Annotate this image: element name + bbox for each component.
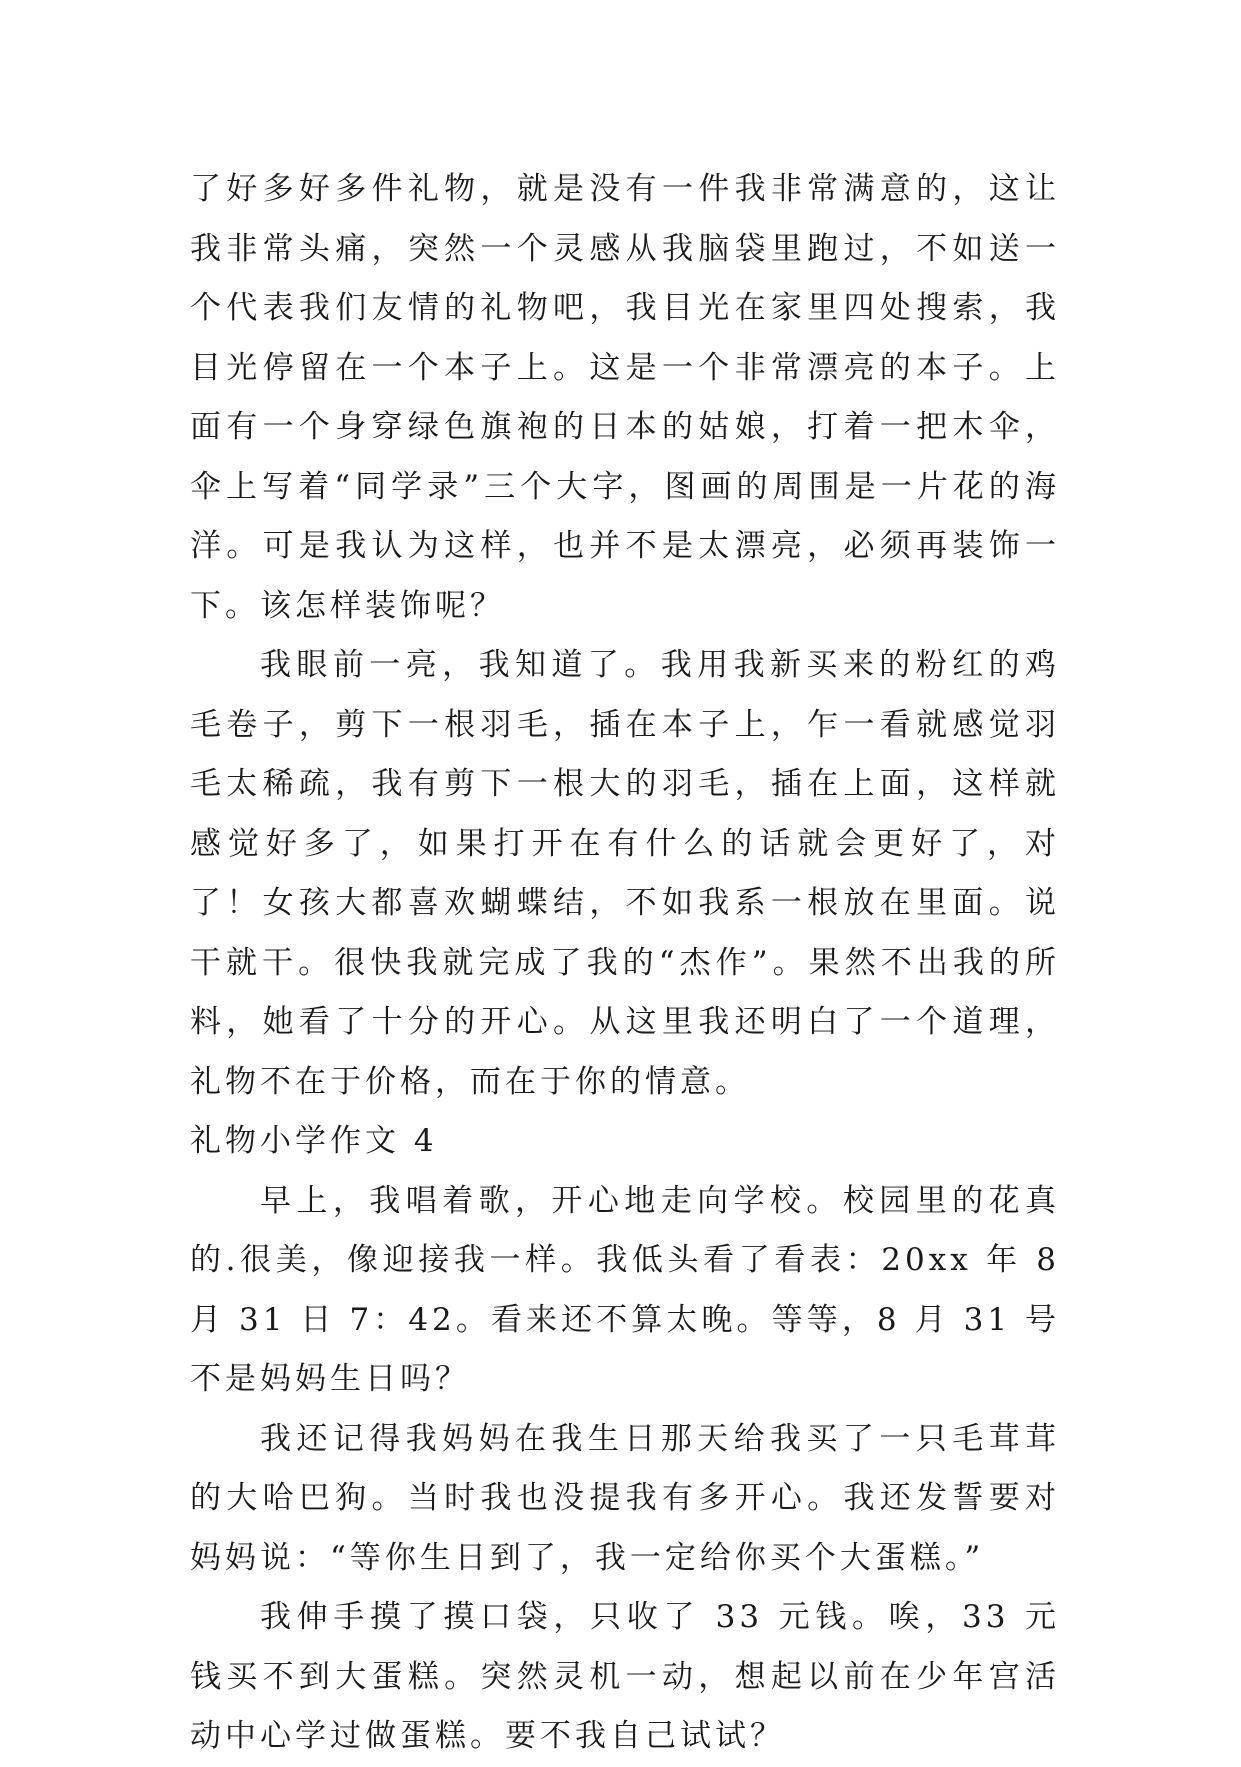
document-body — [190, 160, 1060, 1767]
paragraph-5: 我伸手摸了摸口袋，只收了 33 元钱。唉，33 元钱买不到大蛋糕。突然灵机一动，想起以前在少年宫活动中心学过做蛋糕。要不我自己试试？ — [190, 1599, 1060, 1754]
paragraph-2: 我眼前一亮，我知道了。我用我新买来的粉红的鸡毛卷子，剪下一根羽毛，插在本子上，乍一看就感觉羽毛太稀疏，我有剪下一根大的羽毛，插在上面，这样就感觉好多了，如果打开在有什么的话就会更好了，对了！女孩大都喜欢蝴蝶结，不如我系一根放在里面。说干就干。很快我就完成了我的“杰作”。果然不出我的所料，她看了十分的开心。从这里我还明白了一个道理，礼物不在于价格，而在于你的情意。 — [190, 647, 1060, 1100]
section-title: 礼物小学作文 4 — [190, 1123, 438, 1159]
paragraph-1: 了好多好多件礼物，就是没有一件我非常满意的，这让我非常头痛，突然一个灵感从我脑袋里跑过，不如送一个代表我们友情的礼物吧，我目光在家里四处搜索，我目光停留在一个本子上。这是一个非常漂亮的本子。上面有一个身穿绿色旗袍的日本的姑娘，打着一把木伞，伞上写着“同学录”三个大字，图画的周围是一片花的海洋。可是我认为这样，也并不是太漂亮，必须再装饰一下。该怎样装饰呢？ — [190, 171, 1060, 624]
paragraph-4: 我还记得我妈妈在我生日那天给我买了一只毛茸茸的大哈巴狗。当时我也没提我有多开心。我还发誓要对妈妈说：“等你生日到了，我一定给你买个大蛋糕。” — [190, 1420, 1060, 1576]
paragraph-3: 早上，我唱着歌，开心地走向学校。校园里的花真的.很美，像迎接我一样。我低头看了看表：20xx 年 8 月 31 日 7：42。看来还不算太晚。等等，8 月 31 号不是妈妈生日吗？ — [190, 1182, 1060, 1397]
